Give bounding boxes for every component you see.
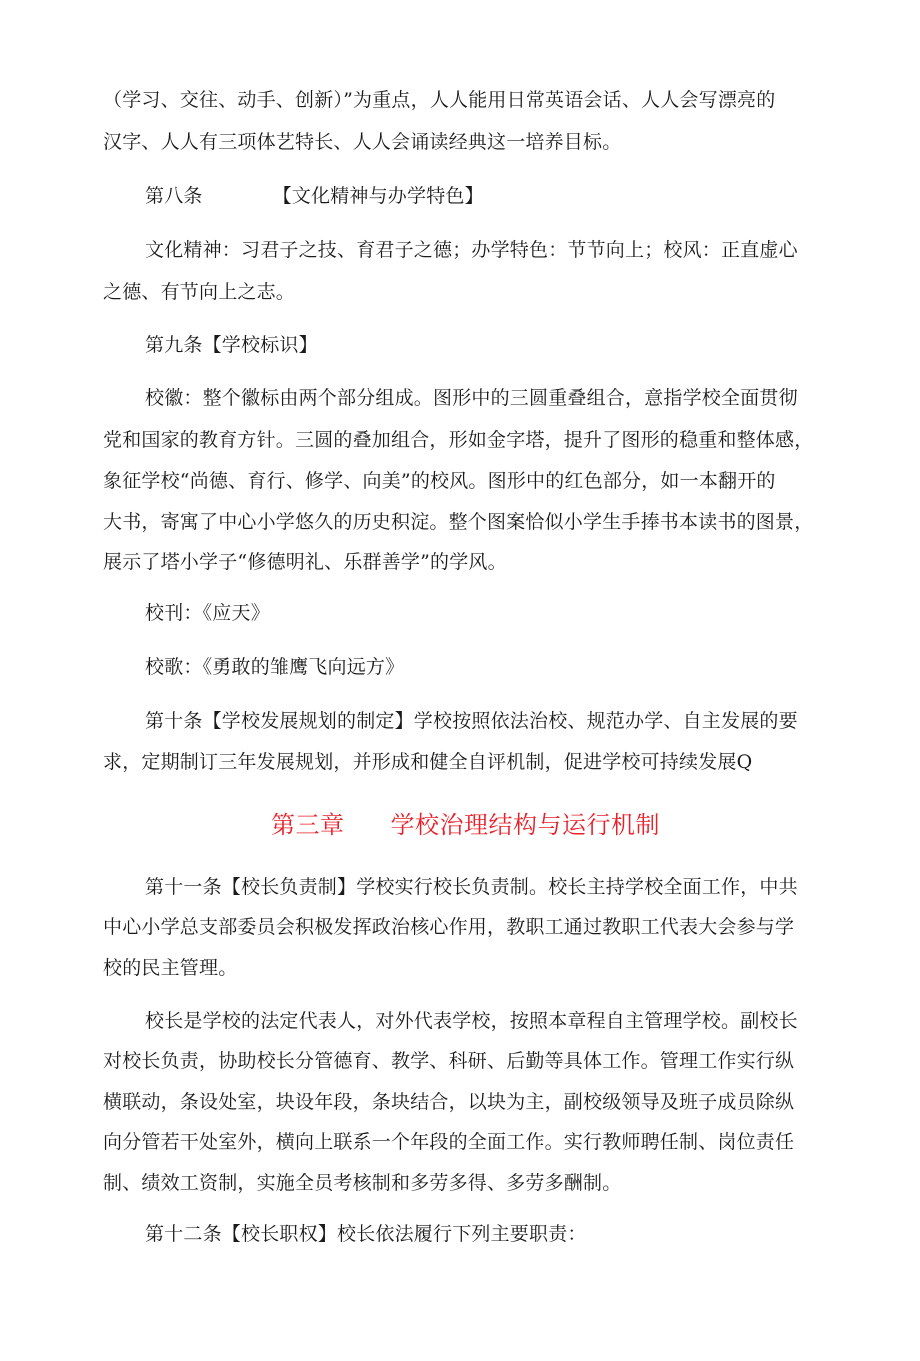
article-9-heading: 第九条【学校标识】 [145, 334, 318, 356]
article-11-line-1: 第十一条【校长负责制】学校实行校长负责制。校长主持学校全面工作，中共 [145, 876, 798, 898]
intro-line-1: （学习、交往、动手、创新）”为重点，人人能用日常英语会话、人人会写漂亮的 [103, 89, 776, 111]
school-song: 校歌：《勇敢的雏鹰飞向远方》 [145, 656, 405, 678]
article-8-body-line-2: 之德、有节向上之志。 [103, 281, 296, 303]
principal-para-line-1: 校长是学校的法定代表人，对外代表学校，按照本章程自主管理学校。副校长 [145, 1010, 798, 1032]
emblem-line-3: 象征学校“尚德、育行、修学、向美”的校风。图形中的红色部分，如一本翻开的 [103, 470, 776, 492]
school-journal: 校刊：《应天》 [145, 602, 270, 624]
article-8-body-line-1: 文化精神：习君子之技、育君子之德；办学特色：节节向上；校风：正直虚心 [145, 239, 798, 261]
principal-para-line-4: 向分管若干处室外，横向上联系一个年段的全面工作。实行教师聘任制、岗位责任 [103, 1131, 795, 1153]
emblem-line-4: 大书，寄寓了中心小学悠久的历史积淀。整个图案恰似小学生手捧书本读书的图景， [103, 511, 814, 533]
article-8-heading [145, 184, 484, 208]
article-11-line-2: 中心小学总支部委员会积极发挥政治核心作用，教职工通过教职工代表大会参与学 [103, 916, 795, 938]
intro-line-2: 汉字、人人有三项体艺特长、人人会诵读经典这一培养目标。 [103, 131, 622, 153]
emblem-line-2: 党和国家的教育方针。三圆的叠加组合，形如金字塔，提升了图形的稳重和整体感， [103, 429, 814, 451]
principal-para-line-3: 横联动，条设处室，块设年段，条块结合，以块为主，副校级领导及班子成员除纵 [103, 1091, 795, 1113]
article-8-title: 【文化精神与办学特色】 [272, 185, 484, 207]
emblem-line-5: 展示了塔小学子“修德明礼、乐群善学”的学风。 [103, 551, 507, 573]
article-11-line-3: 校的民主管理。 [103, 957, 238, 979]
article-10-line-1: 第十条【学校发展规划的制定】学校按照依法治校、规范办学、自主发展的要 [145, 710, 798, 732]
article-8-number: 第八条 [145, 185, 203, 207]
principal-para-line-5: 制、绩效工资制，实施全员考核制和多劳多得、多劳多酬制。 [103, 1172, 622, 1194]
article-12-heading: 第十二条【校长职权】校长依法履行下列主要职责： [145, 1223, 587, 1245]
chapter-3-title: 学校治理结构与运行机制 [390, 811, 660, 839]
chapter-3-number: 第三章 [271, 811, 345, 839]
emblem-line-1: 校徽：整个徽标由两个部分组成。图形中的三圆重叠组合，意指学校全面贯彻 [145, 387, 798, 409]
chapter-3-heading [271, 810, 660, 840]
article-10-line-2: 求，定期制订三年发展规划，并形成和健全自评机制，促进学校可持续发展Q [103, 751, 753, 773]
principal-para-line-2: 对校长负责，协助校长分管德育、教学、科研、后勤等具体工作。管理工作实行纵 [103, 1050, 795, 1072]
